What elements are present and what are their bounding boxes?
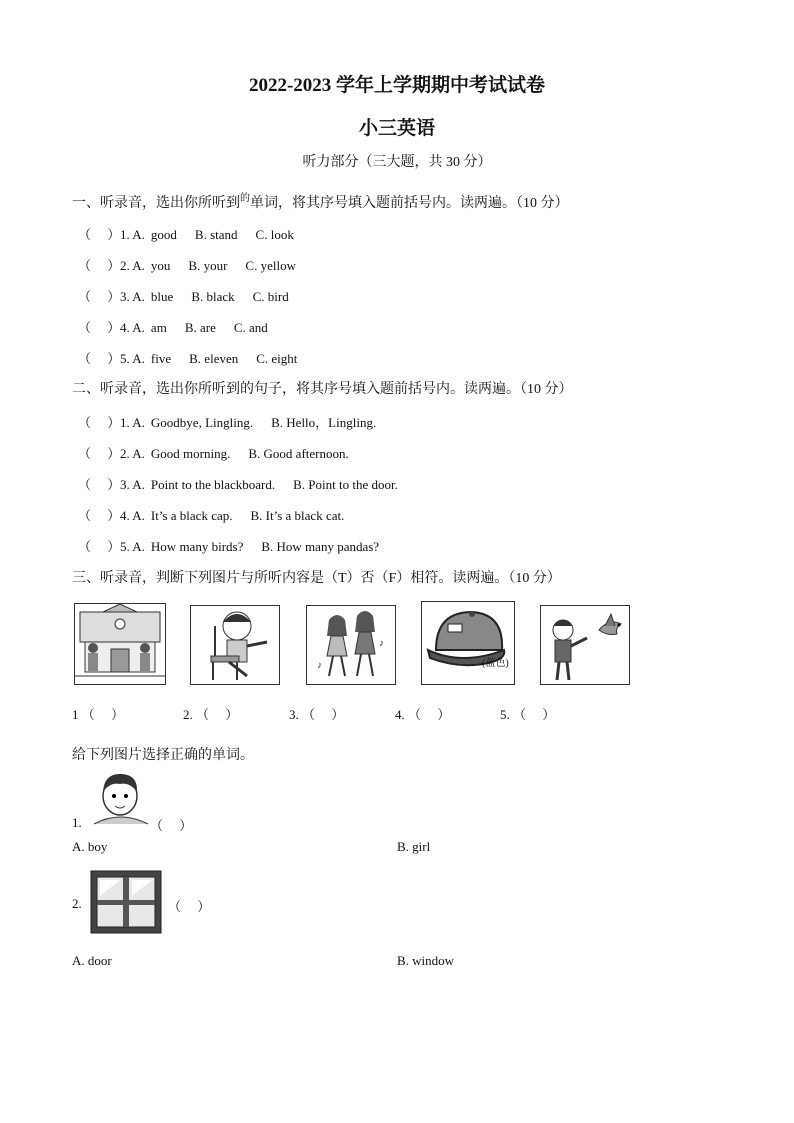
school-scene-picture xyxy=(74,603,166,685)
part3-heading: 三、听录音，判断下列图片与所听内容是（T）否（F）相符。读两遍。（10 分） xyxy=(72,571,561,586)
page-title: 2022-2023 学年上学期期中考试试卷 xyxy=(248,75,546,96)
q2-option-a[interactable]: A. door xyxy=(72,953,112,968)
option-a[interactable]: Good morning. xyxy=(150,446,231,461)
answer-paren[interactable]: （ ） xyxy=(78,415,121,430)
part1-question-1 xyxy=(78,224,312,243)
option-c[interactable]: C. and xyxy=(233,320,268,335)
question-number: 1. A. xyxy=(120,415,145,430)
cap-color-label: (蓝色) xyxy=(482,658,509,669)
q2-option-b[interactable]: B. window xyxy=(397,953,455,968)
q1-answer-paren[interactable]: （ ） xyxy=(150,818,193,833)
option-c[interactable]: C. look xyxy=(255,227,294,242)
tf-answer-4[interactable]: 4. （ ） xyxy=(395,707,451,722)
answer-paren[interactable]: （ ） xyxy=(78,508,121,523)
part2-question-1 xyxy=(78,412,394,431)
page-subtitle: 小三英语 xyxy=(358,118,435,139)
answer-paren[interactable]: （ ） xyxy=(78,351,121,366)
option-a[interactable]: Point to the blackboard. xyxy=(150,477,276,492)
answer-paren[interactable]: （ ） xyxy=(78,477,121,492)
question-number: 1. A. xyxy=(120,227,145,242)
part1-question-3 xyxy=(78,286,307,305)
part1-question-4 xyxy=(78,317,286,336)
option-b[interactable]: B. are xyxy=(184,320,216,335)
option-a[interactable]: five xyxy=(150,351,172,366)
answer-paren[interactable]: （ ） xyxy=(78,227,121,242)
answer-paren[interactable]: （ ） xyxy=(78,320,121,335)
q2-number: 2. xyxy=(72,896,82,911)
boy-bird-picture xyxy=(540,605,630,685)
question-number: 3. A. xyxy=(120,477,145,492)
option-b[interactable]: B. Point to the door. xyxy=(293,477,398,492)
option-a[interactable]: good xyxy=(150,227,177,242)
q2-answer-paren[interactable]: （ ） xyxy=(168,899,211,914)
q1-option-a[interactable]: A. boy xyxy=(72,839,108,854)
tf-answer-1[interactable]: 1 （ ） xyxy=(72,707,125,722)
question-number: 5. A. xyxy=(120,351,145,366)
girls-dancing-picture xyxy=(306,605,396,685)
q1-option-b[interactable]: B. girl xyxy=(397,839,431,854)
cap-picture xyxy=(421,601,515,685)
part4-heading: 给下列图片选择正确的单词。 xyxy=(72,748,254,763)
option-b[interactable]: B. Hello，Lingling. xyxy=(271,415,377,430)
part2-question-2 xyxy=(78,443,367,462)
answer-paren[interactable]: （ ） xyxy=(78,539,121,554)
option-c[interactable]: C. eight xyxy=(256,351,298,366)
svg-text:♪: ♪ xyxy=(317,660,322,671)
option-a[interactable]: How many birds? xyxy=(150,539,244,554)
option-a[interactable]: Goodbye, Lingling. xyxy=(150,415,254,430)
question-number: 3. A. xyxy=(120,289,145,304)
answer-paren[interactable]: （ ） xyxy=(78,289,121,304)
part1-question-2 xyxy=(78,255,314,274)
option-c[interactable]: C. yellow xyxy=(245,258,296,273)
part2-question-4 xyxy=(78,505,362,524)
part2-heading: 二、听录音，选出你所听到的句子，将其序号填入题前括号内。读两遍。（10 分） xyxy=(72,382,573,397)
answer-paren[interactable]: （ ） xyxy=(78,446,121,461)
option-b[interactable]: B. It’s a black cat. xyxy=(250,508,345,523)
question-number: 2. A. xyxy=(120,446,145,461)
option-a[interactable]: It’s a black cap. xyxy=(150,508,233,523)
option-b[interactable]: B. Good afternoon. xyxy=(248,446,349,461)
part2-question-3 xyxy=(78,474,416,493)
option-b[interactable]: B. How many pandas? xyxy=(261,539,380,554)
tf-answer-2[interactable]: 2. （ ） xyxy=(183,707,239,722)
question-number: 4. A. xyxy=(120,508,145,523)
svg-text:♪: ♪ xyxy=(379,638,384,649)
boy-sitting-picture xyxy=(190,605,280,685)
question-number: 2. A. xyxy=(120,258,145,273)
boy-face-picture xyxy=(90,770,152,831)
q1-number: 1. xyxy=(72,815,82,830)
question-number: 4. A. xyxy=(120,320,145,335)
part1-question-5 xyxy=(78,348,315,367)
option-b[interactable]: B. your xyxy=(188,258,228,273)
option-a[interactable]: am xyxy=(150,320,167,335)
tf-answer-3[interactable]: 3. （ ） xyxy=(289,707,345,722)
window-picture xyxy=(90,870,162,939)
option-b[interactable]: B. black xyxy=(191,289,235,304)
part2-question-5 xyxy=(78,536,397,555)
option-a[interactable]: blue xyxy=(150,289,174,304)
answer-paren[interactable]: （ ） xyxy=(78,258,121,273)
tf-answer-5[interactable]: 5. （ ） xyxy=(500,707,556,722)
option-b[interactable]: B. eleven xyxy=(189,351,239,366)
question-number: 5. A. xyxy=(120,539,145,554)
part1-heading: 一、听录音，选出你所听到$^的$单词，将其序号填入题前括号内。读两遍。（10 分） xyxy=(72,193,569,211)
section-note: 听力部分（三大题，共 30 分） xyxy=(302,155,492,170)
option-c[interactable]: C. bird xyxy=(252,289,289,304)
option-a[interactable]: you xyxy=(150,258,171,273)
option-b[interactable]: B. stand xyxy=(194,227,238,242)
